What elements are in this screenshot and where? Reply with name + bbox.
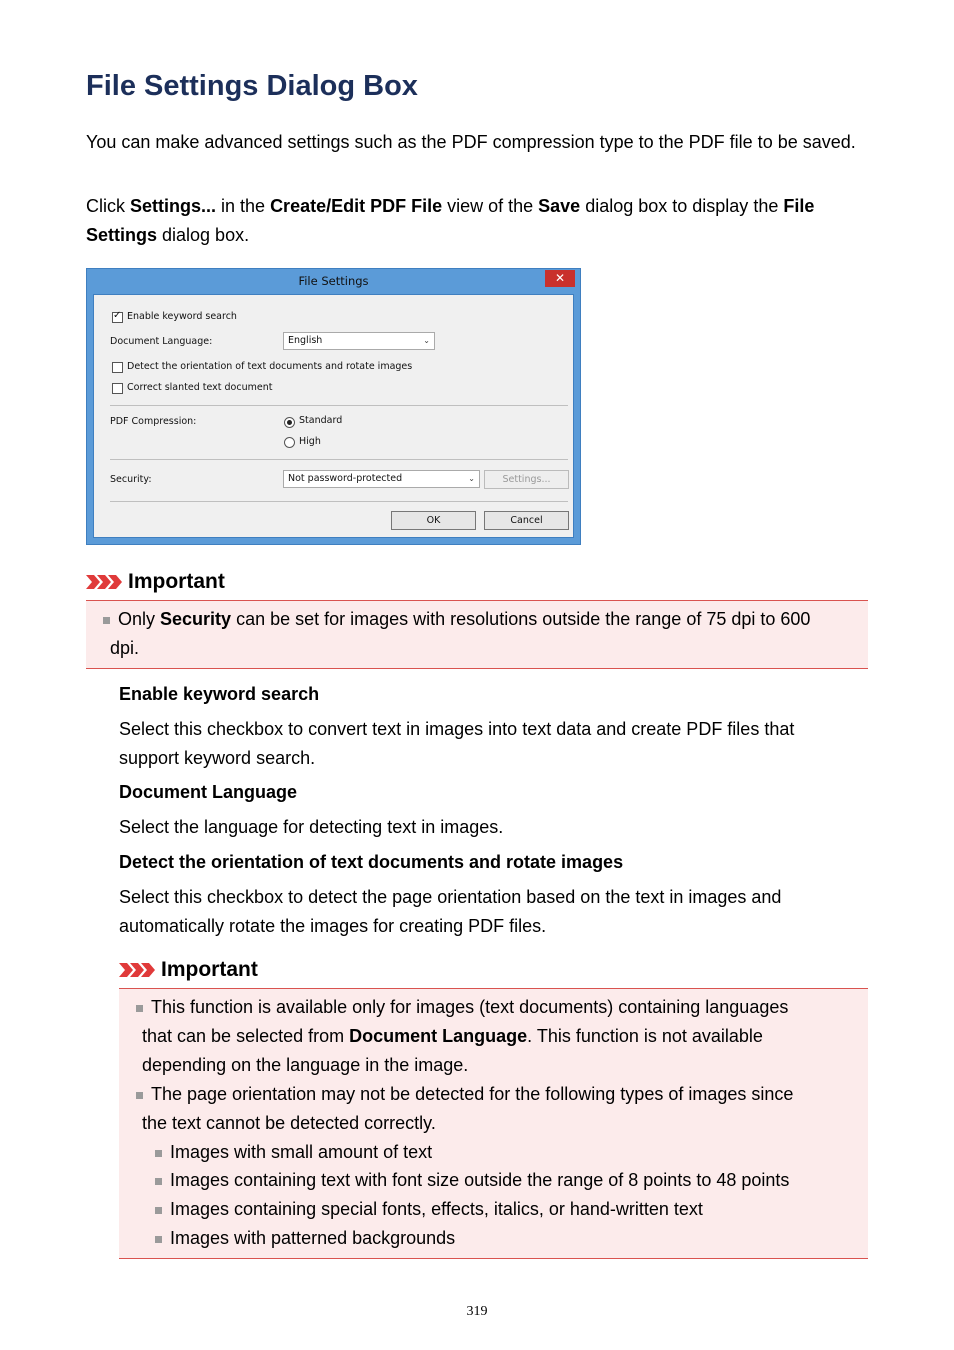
page-number: 319 (466, 1304, 488, 1319)
security-label: Security: (110, 474, 152, 485)
important-heading-text: Important (161, 958, 258, 981)
term-detect-orientation: Detect the orientation of text documents and rotate images (119, 852, 624, 872)
security-select[interactable] (283, 470, 480, 488)
file-settings-dialog (86, 268, 581, 545)
bullet-icon (103, 617, 110, 624)
page-title: File Settings Dialog Box (86, 70, 418, 102)
text: Images containing text with font size outside the range of 8 points to 48 points (170, 1170, 790, 1190)
text: Only (118, 609, 161, 629)
doc-language-value: English (288, 335, 323, 346)
enable-keyword-label: Enable keyword search (127, 311, 237, 322)
desc-line: Select this checkbox to detect the page orientation based on the text in images and (119, 887, 782, 907)
desc-document-language (119, 813, 859, 842)
security-value: Not password-protected (288, 473, 403, 484)
doc-language-select[interactable] (283, 332, 435, 350)
doc-language-label: Document Language: (110, 336, 213, 347)
important-arrows-icon (86, 573, 124, 591)
text: Images with patterned backgrounds (170, 1228, 456, 1248)
important-item (136, 993, 788, 1022)
intro-paragraph (86, 128, 876, 157)
desc-detect-orientation (119, 883, 859, 941)
important-box (86, 600, 868, 669)
important-heading-text: Important (128, 570, 225, 593)
chevron-down-icon: ⌄ (423, 336, 430, 345)
text: . This function is not available (527, 1026, 763, 1046)
text: dialog box to display the (580, 196, 784, 216)
standard-label: Standard (299, 415, 343, 426)
divider (110, 459, 568, 460)
important-box (119, 988, 868, 1259)
important-item (136, 1080, 793, 1109)
dialog-body (93, 294, 574, 538)
bold-settings: Settings... (130, 196, 217, 216)
bold-save: Save (538, 196, 581, 216)
important-heading (119, 958, 258, 982)
important-arrows-icon (119, 961, 157, 979)
bold-security: Security (160, 609, 232, 629)
important-item-cont: depending on the language in the image. (142, 1055, 469, 1075)
desc-line: automatically rotate the images for creating PDF files. (119, 916, 547, 936)
text: can be set for images with resolutions outside the range of 75 dpi to 600 (231, 609, 811, 629)
bold-document-language: Document Language (349, 1026, 528, 1046)
term-document-language: Document Language (119, 782, 298, 802)
text: that can be selected from (142, 1026, 350, 1046)
term-enable-keyword: Enable keyword search (119, 684, 320, 704)
text: dialog box. (157, 224, 250, 245)
bullet-icon (136, 1092, 143, 1099)
important-item-cont: dpi. (110, 638, 140, 658)
security-settings-button[interactable]: Settings... (484, 470, 569, 489)
text: view of the (442, 196, 539, 216)
bullet-icon (136, 1005, 143, 1012)
high-radio[interactable] (284, 437, 295, 448)
detect-orientation-checkbox[interactable] (112, 362, 123, 373)
instruction-paragraph (86, 192, 876, 249)
bold-file-settings: File Settings (86, 196, 815, 245)
intro-text: You can make advanced settings such as the PDF compression type to the PDF file to be saved. (86, 132, 856, 152)
sub-item (155, 1166, 789, 1195)
bullet-icon (155, 1150, 162, 1157)
correct-slanted-label: Correct slanted text document (127, 382, 273, 393)
desc-line: Select the language for detecting text in images. (119, 817, 504, 837)
desc-line: support keyword search. (119, 748, 316, 768)
desc-line: Select this checkbox to convert text in images into text data and create PDF files that (119, 719, 795, 739)
correct-slanted-checkbox[interactable] (112, 383, 123, 394)
text: This function is available only for images (text documents) containing languages (151, 997, 789, 1017)
text: Images containing special fonts, effects, italics, or hand-written text (170, 1199, 703, 1219)
text: The page orientation may not be detected for the following types of images since (151, 1084, 794, 1104)
sub-item (155, 1138, 432, 1167)
text: in the (216, 196, 271, 216)
enable-keyword-checkbox[interactable] (112, 312, 123, 323)
bullet-icon (155, 1236, 162, 1243)
pdf-compression-label: PDF Compression: (110, 416, 197, 427)
detect-orientation-label: Detect the orientation of text documents and rotate images (127, 361, 413, 372)
close-button[interactable]: ✕ (545, 270, 575, 287)
important-item-cont (142, 1022, 763, 1051)
sub-item (155, 1224, 455, 1253)
text: Click (86, 196, 130, 216)
bullet-icon (155, 1178, 162, 1185)
divider (110, 501, 568, 502)
chevron-down-icon: ⌄ (468, 474, 475, 483)
important-heading (86, 570, 225, 594)
ok-button[interactable]: OK (391, 511, 476, 530)
text: Images with small amount of text (170, 1142, 433, 1162)
standard-radio[interactable] (284, 417, 295, 428)
sub-item (155, 1195, 703, 1224)
important-item (103, 605, 863, 634)
desc-enable-keyword (119, 715, 859, 773)
important-item-cont: the text cannot be detected correctly. (142, 1113, 436, 1133)
divider (110, 405, 568, 406)
high-label: High (299, 436, 321, 447)
cancel-button[interactable]: Cancel (484, 511, 569, 530)
bullet-icon (155, 1207, 162, 1214)
bold-create-edit: Create/Edit PDF File (270, 196, 443, 216)
dialog-title: File Settings (298, 274, 369, 288)
